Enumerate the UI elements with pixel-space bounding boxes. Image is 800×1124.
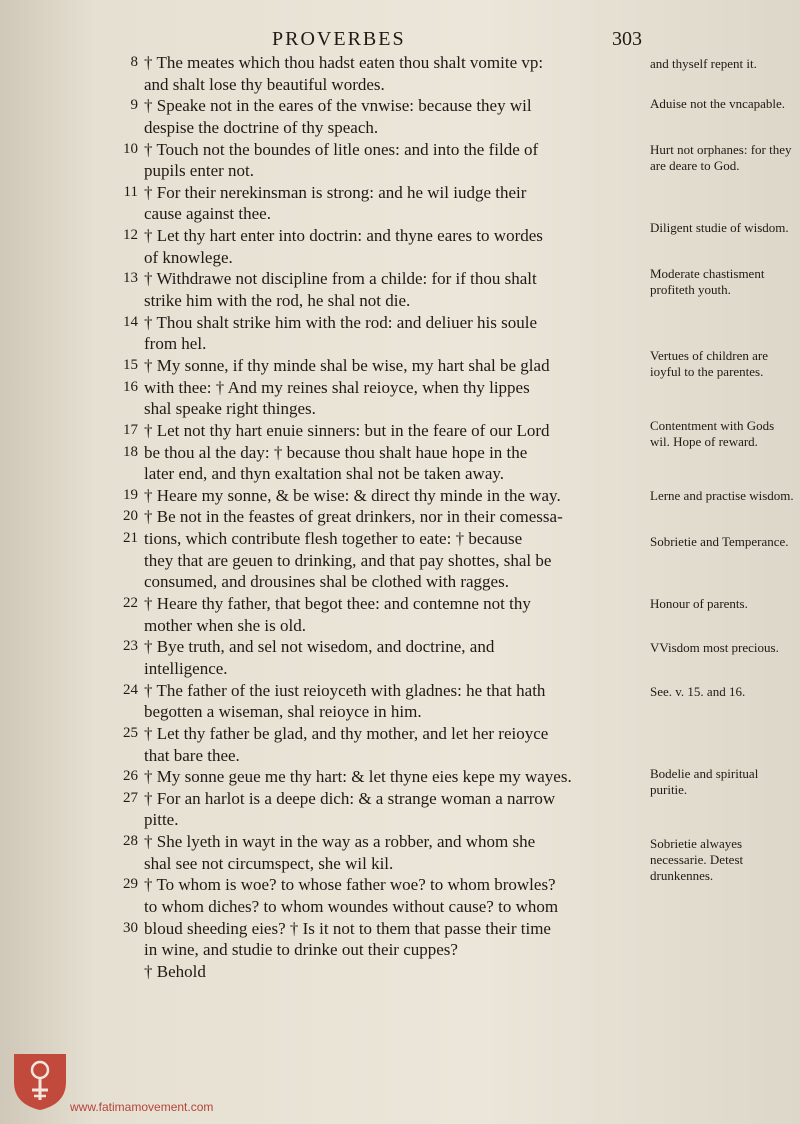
text-line [108, 918, 648, 940]
line-text: strike him with the rod, he shal not die. [144, 291, 411, 311]
text-line [108, 896, 648, 918]
line-text: pitte. [144, 810, 179, 830]
text-line [108, 506, 648, 528]
text-line [108, 680, 648, 702]
line-text: † She lyeth in wayt in the way as a robber, and whom she [144, 832, 536, 852]
line-text: that bare thee. [144, 745, 240, 765]
line-text: later end, and thyn exaltation shal not be taken away. [144, 464, 505, 484]
margin-note: Honour of parents. [650, 596, 748, 611]
verse-number: 17 [123, 421, 138, 438]
verse-number: 13 [123, 270, 138, 287]
verse-number: 11 [123, 183, 138, 200]
scripture-text [108, 52, 648, 983]
text-line [108, 225, 648, 247]
text-line [108, 939, 648, 961]
text-line [108, 420, 648, 442]
margin-note: VVisdom most precious. [650, 640, 779, 655]
line-text: be thou al the day: † because thou shalt haue hope in the [144, 442, 528, 462]
margin-note: Lerne and practise wisdom. [650, 488, 794, 503]
line-text: † Be not in the feastes of great drinkers, nor in their comessa- [144, 507, 563, 527]
watermark-url: www.fatimamovement.com [70, 1100, 214, 1114]
line-text: to whom diches? to whom woundes without cause? to whom [144, 896, 559, 916]
margin-note: Sobrietie and Temperance. [650, 534, 789, 549]
text-line [108, 701, 648, 723]
verse-number: 28 [123, 833, 138, 850]
verse-number: 18 [123, 443, 138, 460]
text-line [108, 203, 648, 225]
verse-number: 30 [123, 919, 138, 936]
page-header [0, 28, 800, 52]
margin-note: Vertues of children are ioyful to the parentes. [650, 348, 769, 379]
line-text: cause against thee. [144, 204, 271, 224]
verse-number: 27 [123, 789, 138, 806]
line-text: shal speake right thinges. [144, 399, 316, 419]
text-line [108, 139, 648, 161]
margin-note: Diligent studie of wisdom. [650, 220, 789, 235]
line-text: tions, which contribute flesh together to eate: † because [144, 529, 523, 549]
text-line [108, 571, 648, 593]
verse-number: 9 [130, 97, 138, 114]
line-text: † The father of the iust reioyceth with gladnes: he that hath [144, 680, 546, 700]
margin-note: See. v. 15. and 16. [650, 684, 746, 699]
verse-number: 25 [123, 724, 138, 741]
text-line [108, 74, 648, 96]
text-line [108, 312, 648, 334]
text-line [108, 788, 648, 810]
line-text: † To whom is woe? to whose father woe? to whom browles? [144, 875, 556, 895]
text-line [108, 593, 648, 615]
line-text: mother when she is old. [144, 615, 306, 635]
text-line [108, 831, 648, 853]
text-line [108, 160, 648, 182]
text-line [108, 52, 648, 74]
text-line [108, 268, 648, 290]
line-text: shal see not circumspect, she wil kil. [144, 853, 394, 873]
running-title: PROVERBES [272, 28, 406, 50]
line-text: † Let thy hart enter into doctrin: and thyne eares to wordes [144, 226, 543, 246]
verse-number: 24 [123, 681, 138, 698]
line-text: with thee: † And my reines shal reioyce, when thy lippes [144, 377, 530, 397]
text-line [108, 442, 648, 464]
text-line [108, 550, 648, 572]
verse-number: 12 [123, 227, 138, 244]
text-line [108, 615, 648, 637]
line-text: begotten a wiseman, shal reioyce in him. [144, 702, 422, 722]
line-text: and shalt lose thy beautiful wordes. [144, 74, 385, 94]
text-line [108, 182, 648, 204]
line-text: † Let thy father be glad, and thy mother, and let her reioyce [144, 723, 549, 743]
verse-number: 29 [123, 876, 138, 893]
text-line [108, 485, 648, 507]
text-line [108, 355, 648, 377]
text-line [108, 333, 648, 355]
verse-number: 14 [123, 313, 138, 330]
line-text: from hel. [144, 334, 207, 354]
line-text: † Let not thy hart enuie sinners: but in the feare of our Lord [144, 420, 550, 440]
text-line [108, 117, 648, 139]
line-text: † Withdrawe not discipline from a childe: for if thou shalt [144, 269, 537, 289]
text-line [108, 290, 648, 312]
verse-number: 26 [123, 768, 138, 785]
text-line [108, 961, 648, 983]
verse-number: 23 [123, 638, 138, 655]
page-number: 303 [612, 28, 642, 50]
text-line [108, 766, 648, 788]
text-line [108, 723, 648, 745]
margin-note: Contentment with Gods wil. Hope of reward. [650, 418, 775, 449]
text-line [108, 636, 648, 658]
line-text: pupils enter not. [144, 161, 255, 181]
verse-number: 22 [123, 595, 138, 612]
line-text: † Speake not in the eares of the vnwise: because they wil [144, 96, 532, 116]
verse-number: 15 [123, 356, 138, 373]
text-line [108, 745, 648, 767]
coat-of-arms-icon [12, 1052, 68, 1112]
verse-number: 21 [123, 530, 138, 547]
line-text: of knowlege. [144, 247, 233, 267]
text-line [108, 95, 648, 117]
text-line [108, 463, 648, 485]
text-line [108, 874, 648, 896]
verse-number: 20 [123, 508, 138, 525]
line-text: consumed, and drousines shal be clothed with ragges. [144, 572, 509, 592]
text-line [108, 247, 648, 269]
line-text: † My sonne, if thy minde shal be wise, my hart shal be glad [144, 355, 550, 375]
line-text: in wine, and studie to drinke out their cuppes? [144, 940, 458, 960]
margin-note: Moderate chastisment profiteth youth. [650, 266, 765, 297]
line-text: † Heare my sonne, & be wise: & direct thy minde in the way. [144, 485, 561, 505]
line-text: † Behold [144, 961, 206, 981]
text-line [108, 853, 648, 875]
verse-number: 8 [130, 54, 138, 70]
line-text: † The meates which thou hadst eaten thou shalt vomite vp: [144, 53, 544, 72]
line-text: despise the doctrine of thy speach. [144, 117, 379, 137]
line-text: they that are geuen to drinking, and that pay shottes, shal be [144, 550, 552, 570]
text-line [108, 528, 648, 550]
margin-note: Sobrietie alwayes necessarie. Detest drunkennes. [650, 836, 744, 883]
text-line [108, 809, 648, 831]
verse-number: 16 [123, 378, 138, 395]
line-text: intelligence. [144, 658, 228, 678]
line-text: † Heare thy father, that begot thee: and contemne not thy [144, 594, 531, 614]
line-text: † Touch not the boundes of litle ones: and into the filde of [144, 139, 539, 159]
line-text: † For their nerekinsman is strong: and he wil iudge their [144, 182, 527, 202]
text-line [108, 658, 648, 680]
text-line [108, 398, 648, 420]
verse-number: 10 [123, 140, 138, 157]
margin-note: Aduise not the vncapable. [650, 96, 786, 111]
margin-note: Bodelie and spiritual puritie. [650, 766, 759, 797]
line-text: † For an harlot is a deepe dich: & a strange woman a narrow [144, 788, 556, 808]
line-text: † My sonne geue me thy hart: & let thyne eies kepe my wayes. [144, 767, 572, 787]
text-line [108, 377, 648, 399]
line-text: † Thou shalt strike him with the rod: and deliuer his soule [144, 312, 537, 332]
verse-number: 19 [123, 486, 138, 503]
margin-note: and thyself repent it. [650, 56, 757, 71]
line-text: bloud sheeding eies? † Is it not to them that passe their time [144, 918, 551, 938]
line-text: † Bye truth, and sel not wisedom, and doctrine, and [144, 637, 495, 657]
margin-note: Hurt not orphanes: for they are deare to God. [650, 142, 792, 173]
